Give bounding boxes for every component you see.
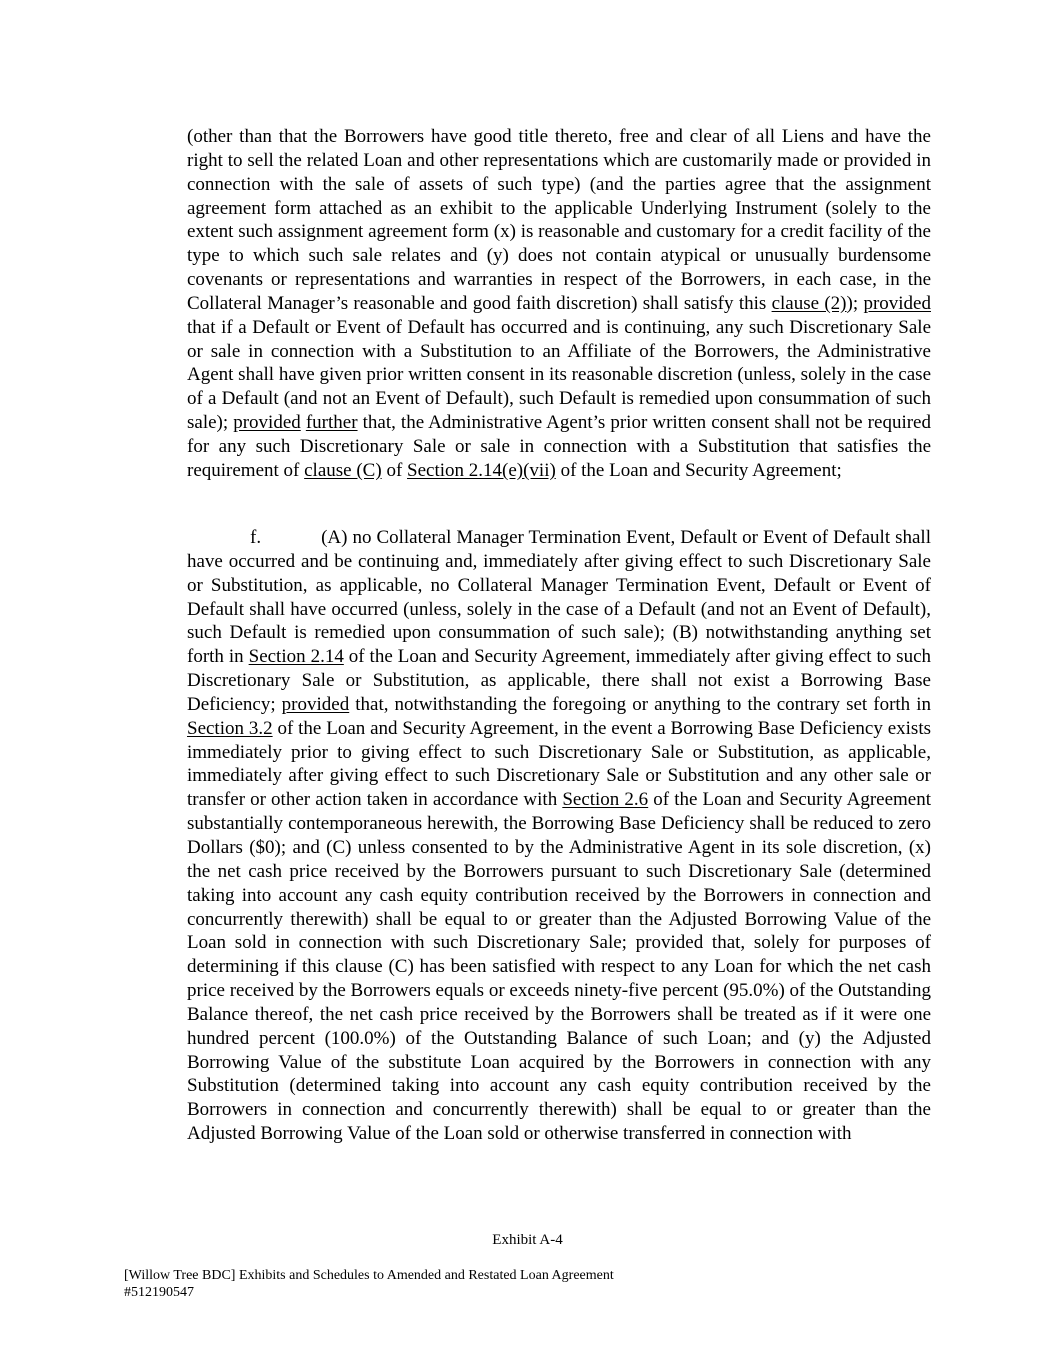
document-footer bbox=[124, 1268, 614, 1301]
cross-reference: Section 2.6 bbox=[562, 789, 649, 811]
paragraph-continuation bbox=[187, 125, 931, 483]
defined-term-provided: provided bbox=[281, 693, 350, 715]
defined-term-further: further bbox=[305, 412, 358, 434]
cross-reference: clause (2) bbox=[771, 292, 847, 314]
text-run: (other than that the Borrowers have good title thereto, free and clear of all Liens and have the right to sell the related Loan and other representations which are customarily made or provided in connection with the sale of assets of such type) (and the parties agree that the assignment agreement form attached as an exhibit to the applicable Underlying Instrument (solely to the extent such assignment agreement form (x) is reasonable and customary for a credit facility of the type to which such sale relates and (y) does not contain atypical or unusually burdensome covenants or representations and warranties in respect of the Borrowers, in each case, in the Collateral Manager’s reasonable and good faith discretion) shall satisfy this bbox=[187, 126, 931, 314]
list-marker: f. bbox=[250, 527, 262, 548]
text-run: that, the Administrative Agent’s prior written consent shall not be required for any such Discretionary Sale or sale in connection with a Substitution that satisfies the requirement of bbox=[187, 412, 931, 481]
cross-reference: Section 3.2 bbox=[187, 717, 273, 739]
text-run: of the Loan and Security Agreement; bbox=[555, 459, 842, 481]
text-run: of the Loan and Security Agreement substantially contemporaneous herewith, the Borrowing Base Deficiency shall be reduced to zero Dollars ($0); and (C) unless consented to by the Administrative Agent in its sole discretion, (x) the net cash price received by the Borrowers pursuant to such Discretionary Sale (determined taking into account any cash equity contribution received by the Borrowers in connection and concurrently therewith) shall be equal to or greater than the Adjusted Borrowing Value of the Loan sold in connection with such Discretionary Sale; provided that, solely for purposes of determining if this clause (C) has been satisfied with respect to any Loan for which the net cash price received by the Borrowers equals or exceeds ninety-five percent (95.0%) of the Outstanding Balance thereof, the net cash price received by the Borrowers shall be treated as if it were one hundred percent (100.0%) of the Outstanding Balance of such Loan; and (y) the Adjusted Borrowing Value of the substitute Loan acquired by the Borrowers in connection with any Substitution (determined taking into account any cash equity contribution received by the Borrowers in connection and concurrently therewith) shall be equal to or greater than the Adjusted Borrowing Value of the Loan sold or otherwise transferred in connection with bbox=[187, 789, 932, 1145]
text-run: of the Loan and Security Agreement, in the event a Borrowing Base Deficiency exists immediately prior to giving effect to such Discretionary Sale or Substitution, as applicable, immediately after giving effect to such Discretionary Sale or Substitution and any other sale or transfer or other action taken in accordance with bbox=[187, 717, 931, 811]
document-title: [Willow Tree BDC] Exhibits and Schedules to Amended and Restated Loan Agreement bbox=[124, 1268, 614, 1283]
document-number: #512190547 bbox=[124, 1284, 194, 1300]
text-run: of the Loan and Security Agreement, immediately after giving effect to such Discretionary Sale or Substitution, as applicable, there shall not exist a Borrowing Base Deficiency; bbox=[187, 646, 932, 715]
cross-reference: Section 2.14 bbox=[248, 646, 344, 668]
text-run: (A) no Collateral Manager Termination Event, Default or Event of Default shall have occurred and be continuing and, immediately after giving effect to such Discretionary Sale or Substitution, as applicable, no Collateral Manager Termination Event, Default or Event of Default shall have occurred (unless, solely in the case of a Default (and not an Event of Default), such Default is remedied upon consummation of such sale); (B) notwithstanding anything set forth in bbox=[187, 527, 931, 668]
cross-reference: Section 2.14(e)(vii) bbox=[407, 459, 556, 481]
text-run: that if a Default or Event of Default has occurred and is continuing, any such Discretionary Sale or sale in connection with a Substitution to an Affiliate of the Borrowers, the Administrative Agent shall have given prior written consent in its reasonable discretion (unless, solely in the case of a Default (and not an Event of Default), such Default is remedied upon consummation of such sale); bbox=[187, 316, 931, 434]
paragraph-f bbox=[187, 526, 931, 1146]
page-label: Exhibit A-4 bbox=[492, 1232, 563, 1248]
text-run: ); bbox=[846, 292, 864, 314]
defined-term-provided: provided bbox=[233, 412, 301, 434]
text-run: that, notwithstanding the foregoing or anything to the contrary set forth in bbox=[349, 693, 931, 715]
text-run: of bbox=[381, 459, 408, 481]
defined-term-provided: provided bbox=[863, 292, 931, 314]
cross-reference: clause (C) bbox=[304, 459, 382, 481]
